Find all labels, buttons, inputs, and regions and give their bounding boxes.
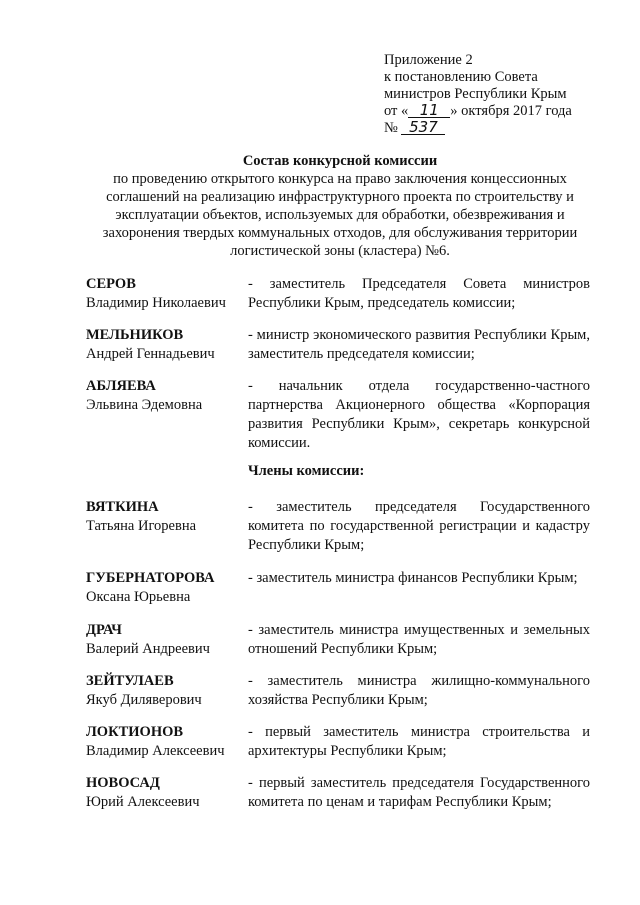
person-role: - министр экономического развития Республики Крым, заместитель председателя комиссии;	[248, 327, 590, 362]
person-role: - заместитель министра имущественных и земельных отношений Республики Крым;	[248, 622, 590, 657]
person-given-name: Андрей Геннадьевич	[86, 346, 215, 362]
appendix-line: министров Республики Крым	[384, 86, 567, 102]
person-surname: ВЯТКИНА	[86, 499, 159, 515]
person-surname: СЕРОВ	[86, 276, 136, 292]
person-surname: ГУБЕРНАТОРОВА	[86, 570, 215, 586]
person-given-name: Владимир Николаевич	[86, 295, 226, 311]
appendix-number	[384, 120, 634, 137]
date-suffix: » октября 2017 года	[450, 103, 572, 119]
person-given-name: Валерий Андреевич	[86, 641, 210, 657]
title-line: логистической зоны (кластера) №6.	[230, 243, 450, 259]
person-surname: МЕЛЬНИКОВ	[86, 327, 184, 343]
person-given-name: Оксана Юрьевна	[86, 589, 191, 605]
appendix-block	[384, 52, 634, 137]
person-role: - заместитель председателя Государственного комитета по государственной регистрации и кадастру Республики Крым;	[248, 499, 590, 553]
person-surname: ЗЕЙТУЛАЕВ	[86, 673, 174, 689]
title-line: эксплуатации объектов, используемых для обработки, обезвреживания и	[115, 207, 565, 223]
date-prefix: от «	[384, 103, 409, 119]
person-role: - первый заместитель министра строительства и архитектуры Республики Крым;	[248, 724, 590, 759]
person-role: - первый заместитель председателя Государственного комитета по ценам и тарифам Республики Крым;	[248, 775, 590, 810]
person-given-name: Якуб Диляверович	[86, 692, 202, 708]
appendix-line: к постановлению Совета	[384, 69, 538, 85]
title-line: по проведению открытого конкурса на право заключения концессионных	[113, 171, 567, 187]
document-title	[60, 152, 620, 260]
title-line: соглашений на реализацию инфраструктурного проекта по строительству и	[106, 189, 574, 205]
person-surname: НОВОСАД	[86, 775, 160, 791]
handwritten-day: 11	[408, 103, 450, 118]
title-main: Состав конкурсной комиссии	[242, 153, 438, 169]
person-given-name: Эльвина Эдемовна	[86, 397, 203, 413]
person-given-name: Юрий Алексеевич	[86, 794, 200, 810]
handwritten-number: 537	[401, 120, 445, 135]
person-given-name: Владимир Алексеевич	[86, 743, 225, 759]
person-surname: ЛОКТИОНОВ	[86, 724, 184, 740]
person-given-name: Татьяна Игоревна	[86, 518, 197, 534]
person-role: - заместитель министра финансов Республики Крым;	[248, 570, 578, 586]
title-line: захоронения твердых коммунальных отходов, для обслуживания территории	[102, 225, 578, 241]
person-surname: ДРАЧ	[86, 622, 122, 638]
number-prefix: №	[384, 120, 398, 136]
person-role: - заместитель министра жилищно-коммунального хозяйства Республики Крым;	[248, 673, 590, 708]
person-role: - заместитель Председателя Совета министров Республики Крым, председатель комиссии;	[248, 276, 590, 311]
members-heading: Члены комиссии:	[248, 463, 365, 479]
appendix-line: Приложение 2	[384, 52, 473, 68]
person-surname: АБЛЯЕВА	[86, 378, 156, 394]
person-role: - начальник отдела государственно-частного партнерства Акционерного общества «Корпорация развития Республики Крым», секретарь конкурсной комиссии.	[248, 378, 590, 451]
